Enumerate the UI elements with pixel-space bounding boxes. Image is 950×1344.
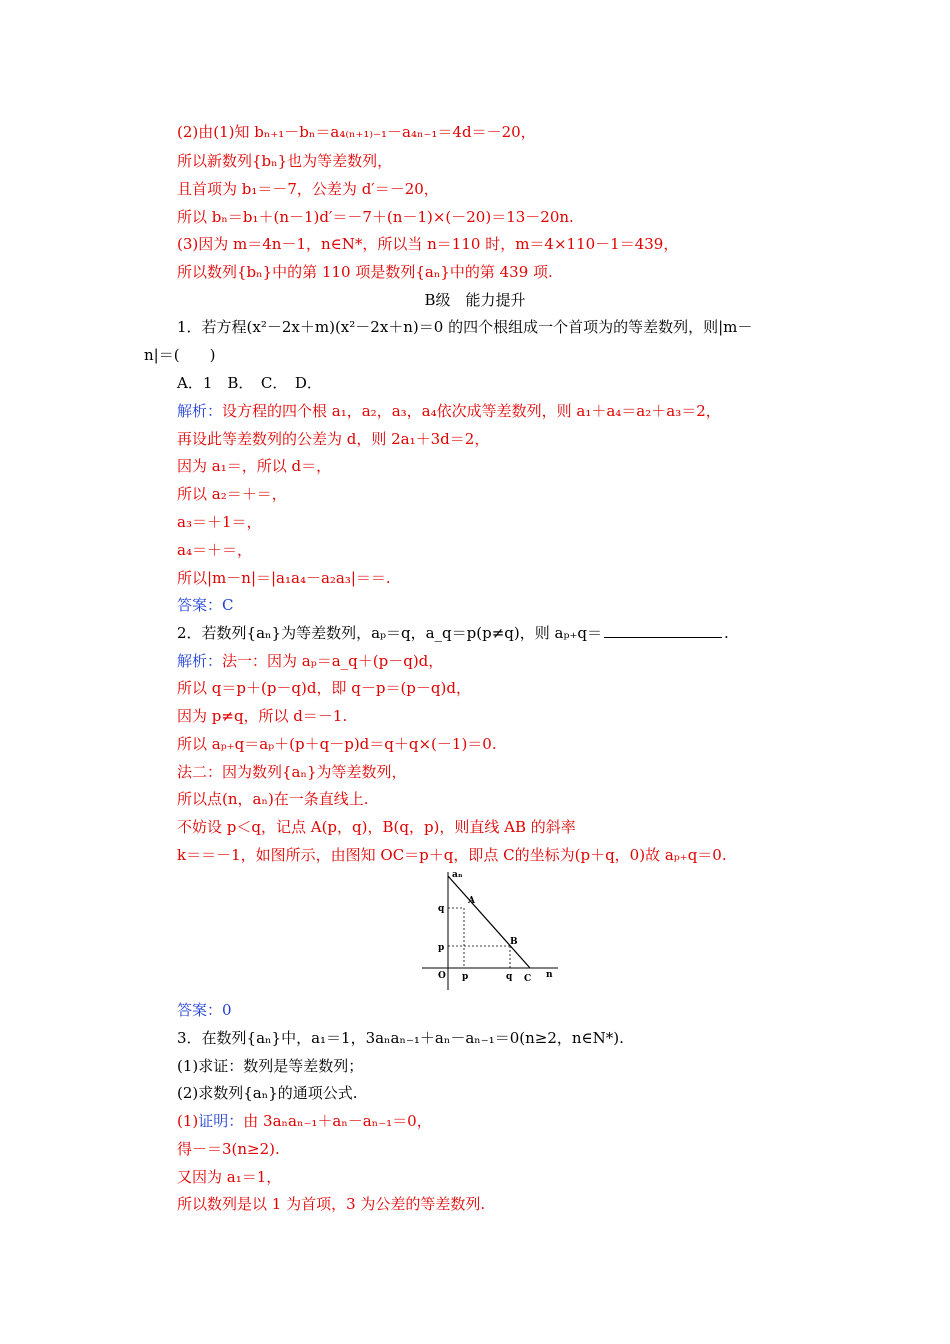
solution-line: 所以 bₙ＝b₁＋(n－1)d′＝－7＋(n－1)×(－20)＝13－20n. <box>177 208 574 226</box>
line-graph-figure <box>418 866 568 994</box>
x-axis-label: n <box>546 970 553 980</box>
question-3-text: 3．在数列{aₙ}中，a₁＝1，3aₙaₙ₋₁＋aₙ－aₙ₋₁＝0(n≥2，n∈N*). <box>177 1029 624 1047</box>
solution-line: a₃＝＋1＝， <box>177 513 262 531</box>
answer-blank <box>604 623 722 638</box>
solution-line: a₄＝＋＝， <box>177 541 252 559</box>
tick-q-y: q <box>438 904 445 914</box>
question-3-part-1: (1)求证：数列是等差数列； <box>177 1057 364 1075</box>
solution-line: 所以 aₚ₊q＝aₚ＋(p＋q－p)d＝q＋q×(－1)＝0. <box>177 735 497 753</box>
solution-line: k＝＝－1，如图所示，由图知 OC＝p＋q，即点 C的坐标为(p＋q，0)故 aₚ₊q＝0. <box>177 846 727 864</box>
proof-label: 证明： <box>198 1112 244 1130</box>
question-1-text-cont: n|＝( ) <box>144 346 216 364</box>
solution-line: 解析：法一：因为 aₚ＝a_q＋(p－q)d， <box>177 652 444 670</box>
solution-line: 所以 q＝p＋(p－q)d，即 q－p＝(p－q)d， <box>177 679 471 697</box>
solution-line: 所以|m－n|＝|a₁a₄－a₂a₃|＝＝. <box>177 569 391 587</box>
solution-line: 法二：因为数列{aₙ}为等差数列， <box>177 763 407 781</box>
origin-label: O <box>438 971 446 981</box>
answer-line: 答案：C <box>177 596 234 614</box>
solution-line: 所以新数列{bₙ}也为等差数列， <box>177 152 393 170</box>
solution-line: 因为 a₁＝，所以 d＝， <box>177 457 332 475</box>
answer-line: 答案：0 <box>177 1001 232 1019</box>
solution-line: 所以数列是以 1 为首项，3 为公差的等差数列. <box>177 1195 486 1213</box>
section-heading: B级 能力提升 <box>424 291 526 309</box>
question-3-part-2: (2)求数列{aₙ}的通项公式. <box>177 1084 358 1102</box>
solution-line: 因为 p≠q，所以 d＝－1. <box>177 707 348 725</box>
analysis-label: 解析： <box>177 652 223 670</box>
line-ab <box>448 876 530 968</box>
solution-line: 又因为 a₁＝1， <box>177 1168 282 1186</box>
y-axis-label: aₙ <box>452 870 463 880</box>
point-c-label: C <box>524 974 532 984</box>
solution-line: (1)证明：由 3aₙaₙ₋₁＋aₙ－aₙ₋₁＝0， <box>177 1112 432 1130</box>
solution-line: 所以点(n，aₙ)在一条直线上. <box>177 790 369 808</box>
point-b-label: B <box>510 937 518 947</box>
solution-line: (3)因为 m＝4n－1，n∈N*，所以当 n＝110 时，m＝4×110－1＝439， <box>177 235 679 253</box>
solution-line: 得－＝3(n≥2). <box>177 1140 280 1158</box>
question-2-text: 2．若数列{aₙ}为等差数列，aₚ＝q，a_q＝p(p≠q)，则 aₚ₊q＝ . <box>177 624 729 642</box>
tick-q-x: q <box>506 972 513 982</box>
solution-line: 不妨设 p＜q，记点 A(p，q)，B(q，p)，则直线 AB 的斜率 <box>177 818 576 836</box>
solution-line: 再设此等差数列的公差为 d，则 2a₁＋3d＝2， <box>177 430 490 448</box>
solution-line: 所以数列{bₙ}中的第 110 项是数列{aₙ}中的第 439 项. <box>177 263 553 281</box>
solution-line: 所以 a₂＝＋＝， <box>177 485 287 503</box>
point-a-label: A <box>468 896 475 906</box>
solution-line: 解析：设方程的四个根 a₁，a₂，a₃，a₄依次成等差数列，则 a₁＋a₄＝a₂＋a₃＝2， <box>177 402 721 420</box>
question-1-options: A．1 B． C． D． <box>177 374 322 392</box>
question-1-text: 1．若方程(x²－2x＋m)(x²－2x＋n)＝0 的四个根组成一个首项为的等差数列，则|m－ <box>177 318 753 336</box>
solution-line: 且首项为 b₁＝－7，公差为 d′＝－20， <box>177 180 439 198</box>
analysis-label: 解析： <box>177 402 223 420</box>
tick-p-y: p <box>438 943 445 953</box>
tick-p-x: p <box>462 972 469 982</box>
solution-line: (2)由(1)知 bₙ₊₁－bₙ＝a₄₍ₙ₊₁₎₋₁－a₄ₙ₋₁＝4d＝－20， <box>177 123 536 141</box>
